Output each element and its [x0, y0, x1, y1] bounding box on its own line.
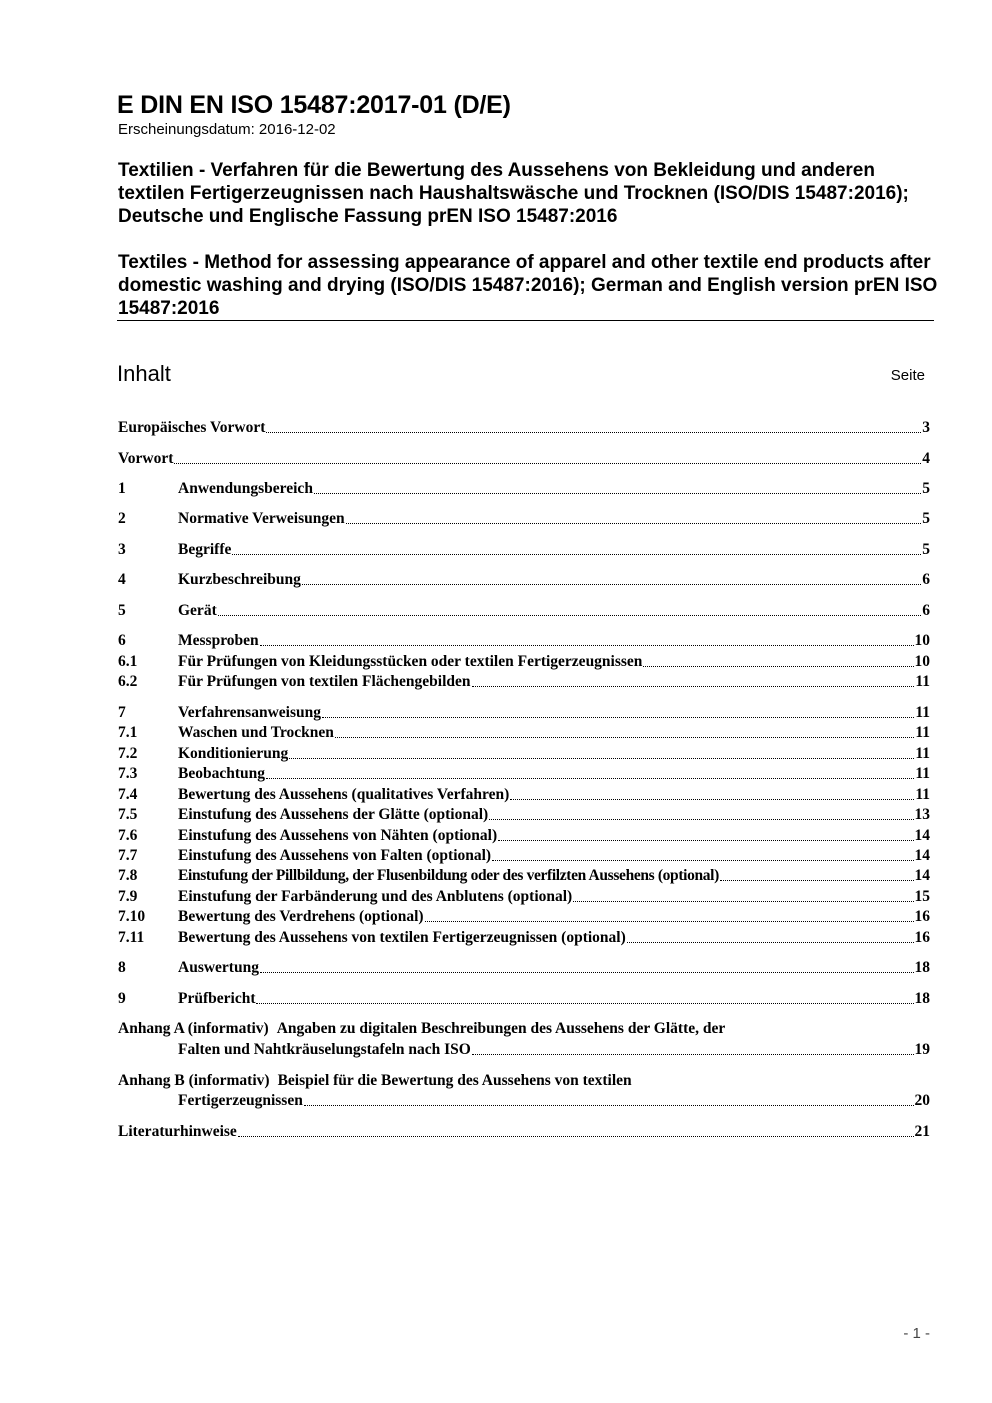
toc-entry-page: 6	[922, 571, 930, 588]
toc-entry-title: Für Prüfungen von textilen Flächengebilden	[178, 673, 471, 690]
toc-entry-title: Messproben	[178, 632, 259, 649]
toc-heading: Inhalt	[117, 361, 171, 386]
title-english: Textiles - Method for assessing appearance of apparel and other textile end products after domestic washing and drying (ISO/DIS 15487:2016); German and English version prEN ISO 15487:2016	[118, 252, 938, 319]
toc-entry[interactable]	[118, 652, 930, 672]
toc-leader	[256, 989, 913, 1004]
toc-annex-a-continuation[interactable]	[178, 1040, 930, 1060]
toc-leader	[335, 723, 914, 738]
toc-leader	[472, 672, 915, 687]
toc-entry-number: 7.1	[118, 724, 138, 741]
toc-leader	[266, 418, 921, 433]
toc-entry-page: 6	[922, 602, 930, 619]
toc-entry-number: 7	[118, 704, 126, 721]
page-number: - 1 -	[903, 1325, 930, 1342]
toc-entry-number: 8	[118, 959, 126, 976]
toc-entry-page: 15	[914, 888, 930, 905]
toc-entry-number: 7.4	[118, 786, 138, 803]
toc-entry-number: 7.6	[118, 827, 138, 844]
toc-leader	[425, 907, 914, 922]
toc-entry-number: 7.2	[118, 745, 138, 762]
toc-entry[interactable]	[118, 744, 930, 764]
toc-entry[interactable]	[118, 989, 930, 1009]
toc-leader	[498, 826, 913, 841]
toc-entry-number: 7.9	[118, 888, 138, 905]
toc-entry-page: 10	[914, 632, 930, 649]
toc-annex-a[interactable]	[118, 1019, 930, 1039]
toc-leader	[218, 601, 922, 616]
toc-entry-title: Anwendungsbereich	[178, 480, 313, 497]
toc-leader	[346, 509, 922, 524]
toc-entry-number: 7.7	[118, 847, 138, 864]
toc-annex-title-line2: Fertigerzeugnissen	[178, 1092, 303, 1109]
toc-entry-title: Einstufung des Aussehens von Nähten (optional)	[178, 827, 498, 844]
toc-entry-page: 11	[915, 673, 930, 690]
toc-leader	[472, 1040, 914, 1055]
toc-leader	[643, 652, 913, 667]
toc-entry-number: 9	[118, 990, 126, 1007]
toc-entry-title: Kurzbeschreibung	[178, 571, 301, 588]
toc-entry[interactable]	[118, 846, 930, 866]
toc-entry-title: Konditionierung	[178, 745, 289, 762]
toc-entry-number: 5	[118, 602, 126, 619]
toc-entry-title: Bewertung des Aussehens von textilen Fertigerzeugnissen (optional)	[178, 929, 626, 946]
toc-annex-title-line2: Falten und Nahtkräuselungstafeln nach ISO	[178, 1041, 471, 1058]
toc-entry-number: 6.1	[118, 653, 138, 670]
toc-entry-page: 3	[922, 419, 930, 436]
toc-entry-number: 1	[118, 480, 126, 497]
document-id: E DIN EN ISO 15487:2017-01 (D/E)	[117, 91, 511, 119]
toc-entry[interactable]	[118, 928, 930, 948]
toc-entry[interactable]	[118, 826, 930, 846]
toc-entry-number: 4	[118, 571, 126, 588]
toc-leader	[260, 958, 914, 973]
toc-entry-page: 5	[922, 480, 930, 497]
toc-entry[interactable]	[118, 418, 930, 438]
toc-entry-title: Auswertung	[178, 959, 259, 976]
toc-leader	[174, 449, 921, 464]
toc-entry-number: 2	[118, 510, 126, 527]
toc-leader	[314, 479, 921, 494]
toc-entry[interactable]	[118, 509, 930, 529]
toc-entry-number: 7.8	[118, 867, 138, 884]
toc-entry[interactable]	[118, 805, 930, 825]
toc-bibliography[interactable]	[118, 1122, 930, 1142]
toc-entry-number: 7.5	[118, 806, 138, 823]
toc-entry-page: 11	[915, 765, 930, 782]
toc-leader	[302, 570, 921, 585]
toc-entry[interactable]	[118, 703, 930, 723]
toc-entry-title: Bewertung des Aussehens (qualitatives Verfahren)	[178, 786, 510, 803]
toc-entry-title: Waschen und Trocknen	[178, 724, 334, 741]
publication-date: Erscheinungsdatum: 2016-12-02	[118, 121, 336, 138]
toc-entry-page: 5	[922, 510, 930, 527]
toc-leader	[720, 866, 914, 881]
toc-leader	[573, 887, 913, 902]
toc-entry-page: 11	[915, 786, 930, 803]
toc-entry-page: 18	[914, 990, 930, 1007]
toc-leader	[492, 846, 913, 861]
toc-entry-number: 3	[118, 541, 126, 558]
toc-entry-page: 13	[914, 806, 930, 823]
toc-entry-title: Normative Verweisungen	[178, 510, 345, 527]
toc-annex-label: Anhang A (informativ)	[118, 1020, 269, 1037]
toc-leader	[260, 631, 914, 646]
toc-annex-title-line1: Angaben zu digitalen Beschreibungen des Aussehens der Glätte, der	[276, 1020, 726, 1037]
toc-entry[interactable]	[118, 449, 930, 469]
toc-entry-title: Für Prüfungen von Kleidungsstücken oder textilen Fertigerzeugnissen	[178, 653, 643, 670]
toc-entry-page: 16	[914, 908, 930, 925]
toc-entry[interactable]	[118, 764, 930, 784]
toc-entry-page: 18	[914, 959, 930, 976]
toc-entry[interactable]	[118, 570, 930, 590]
toc-leader	[489, 805, 913, 820]
toc-entry-page: 5	[922, 541, 930, 558]
toc-page-column-label: Seite	[890, 367, 925, 384]
toc-entry[interactable]	[118, 887, 930, 907]
toc-entry[interactable]	[118, 785, 930, 805]
toc-leader	[232, 540, 921, 555]
toc-leader	[304, 1091, 914, 1106]
toc-entry-title: Einstufung des Aussehens der Glätte (optional)	[178, 806, 489, 823]
toc-entry-number: 7.10	[118, 908, 146, 925]
toc-entry-title: Prüfbericht	[178, 990, 256, 1007]
toc-entry-number: 6	[118, 632, 126, 649]
toc-entry-title: Bewertung des Verdrehens (optional)	[178, 908, 424, 925]
toc-entry-page: 10	[914, 653, 930, 670]
toc-leader	[238, 1122, 914, 1137]
toc-entry-title: Verfahrensanweisung	[178, 704, 321, 721]
toc-entry-page: 14	[914, 867, 930, 884]
toc-leader	[289, 744, 914, 759]
toc-entry-page: 16	[914, 929, 930, 946]
toc-entry-title: Vorwort	[118, 450, 174, 467]
toc-entry-page: 11	[915, 745, 930, 762]
toc-entry-number: 7.3	[118, 765, 138, 782]
toc-leader	[266, 764, 914, 779]
toc-leader	[627, 928, 914, 943]
toc-annex-title-line1: Beispiel für die Bewertung des Aussehens von textilen	[277, 1072, 632, 1089]
toc-entry-page: 21	[914, 1123, 930, 1140]
toc-entry-title: Beobachtung	[178, 765, 265, 782]
toc-entry-title: Einstufung der Farbänderung und des Anblutens (optional)	[178, 888, 573, 905]
toc-entry-title: Einstufung der Pillbildung, der Flusenbildung oder des verfilzten Aussehens (optional)	[178, 867, 719, 884]
toc-entry-title: Gerät	[178, 602, 217, 619]
toc-entry-page: 19	[914, 1041, 930, 1058]
title-german: Textilien - Verfahren für die Bewertung des Aussehens von Bekleidung und anderen textilen Fertigerzeugnissen nach Haushaltswäsche und Trocknen (ISO/DIS 15487:2016); Deutsche und Englische Fassung prEN ISO 15487:2016	[118, 160, 909, 227]
toc-entry-title: Europäisches Vorwort	[118, 419, 266, 436]
toc-entry-page: 14	[914, 847, 930, 864]
toc-entry-number: 6.2	[118, 673, 138, 690]
toc-entry[interactable]	[118, 479, 930, 499]
toc-entry-title: Einstufung des Aussehens von Falten (optional)	[178, 847, 492, 864]
toc-entry[interactable]	[118, 672, 930, 692]
toc-entry[interactable]	[118, 958, 930, 978]
toc-entry-page: 14	[914, 827, 930, 844]
toc-leader	[510, 785, 914, 800]
toc-entry[interactable]	[118, 723, 930, 743]
toc-entry-title: Literaturhinweise	[118, 1123, 237, 1140]
toc-annex-b[interactable]	[118, 1071, 930, 1091]
toc-entry-title: Begriffe	[178, 541, 232, 558]
toc-entry-page: 11	[915, 704, 930, 721]
toc-entry[interactable]	[118, 866, 930, 886]
toc-entry[interactable]	[118, 601, 930, 621]
toc-leader	[322, 703, 914, 718]
toc-entry[interactable]	[118, 907, 930, 927]
toc-entry-number: 7.11	[118, 929, 145, 946]
toc-entry-page: 11	[915, 724, 930, 741]
toc-entry-page: 4	[922, 450, 930, 467]
toc-entry[interactable]	[118, 631, 930, 651]
toc-annex-label: Anhang B (informativ)	[118, 1072, 270, 1089]
toc-annex-b-continuation[interactable]	[178, 1091, 930, 1111]
toc-entry-page: 20	[914, 1092, 930, 1109]
toc-entry[interactable]	[118, 540, 930, 560]
title-divider	[117, 320, 934, 321]
